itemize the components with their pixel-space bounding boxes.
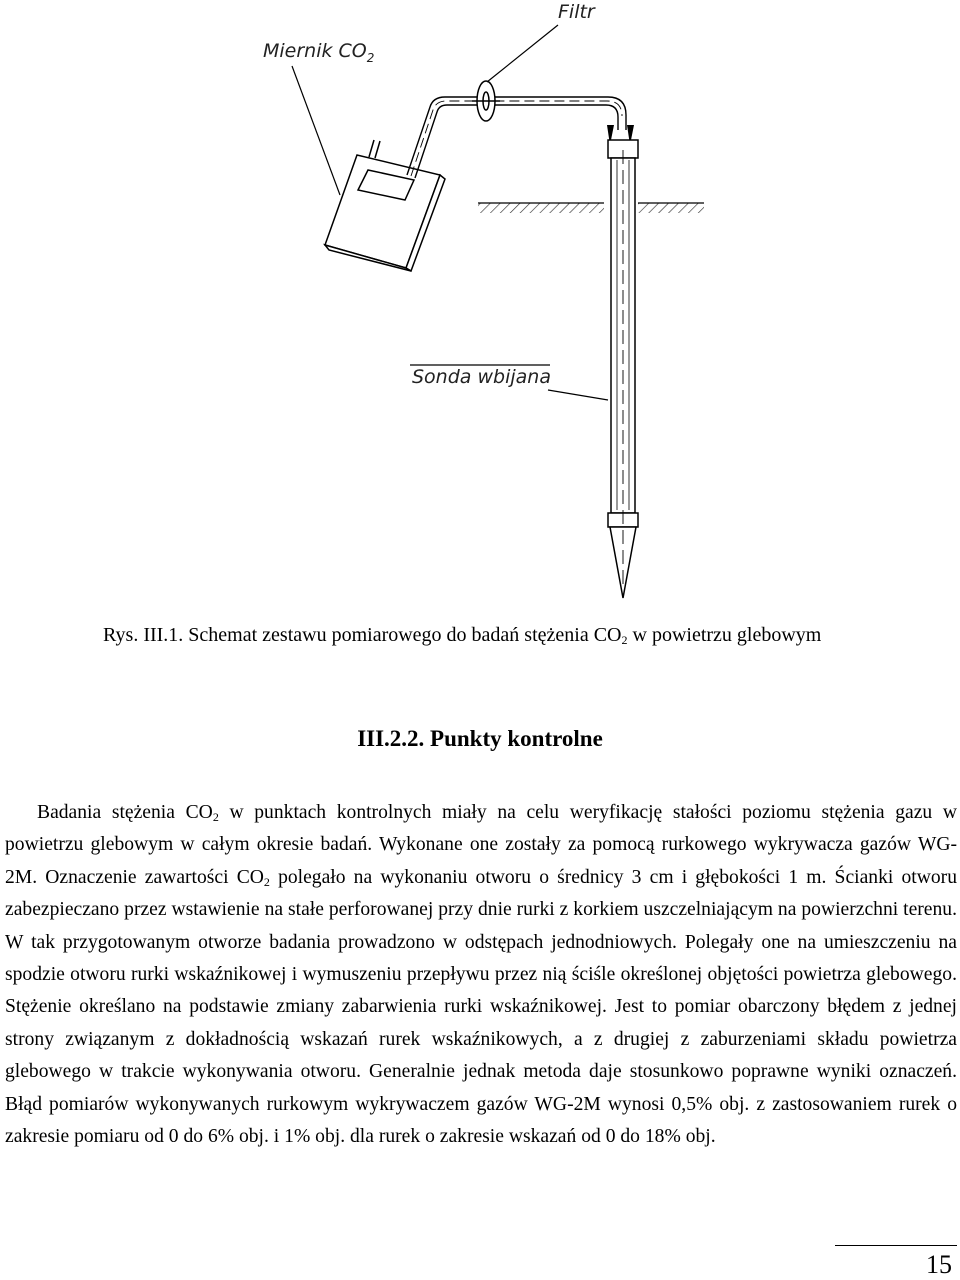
meter-label: Miernik $CO_2$ — [263, 40, 375, 65]
ground-surface — [478, 203, 704, 213]
body-paragraph: Badania stężenia $CO_2$ w punktach kontrolnych miały na celu weryfikację stałości poziomu stężenia gazu w powietrzu glebowym w całym okresie badań. Wykonane one zostały za pomocą rurkowego wykrywacza gazów WG-2M. Oznaczenie zawartości $CO_2$ polegało na wykonaniu otworu o średnicy 3 cm i głębokości 1 m. Ścianki otworu zabezpieczano przez wstawienie na stałe perforowanej przy dnie rurki z korkiem uszczelniającym na powierzchni terenu. W tak przygotowanym otworze badania prowadzono w odstępach jednodniowych. Polegały one na umieszczeniu na spodzie otworu rurki wskaźnikowej i wymuszeniu przepływu przez nią ściśle określonej objętości powietrza glebowego. Stężenie określano na podstawie zmiany zabarwienia rurki wskaźnikowej. Jest to pomiar obarczony błędem z jednej strony związanym z dokładnością wskazań rurek wskaźnikowych, a z drugiej z zaburzeniami składu powietrza glebowego w trakcie wykonywania otworu. Generalnie jednak metoda daje stosunkowo poprawne wyniki oznaczeń. Błąd pomiarów wykonywanych rurkowym wykrywaczem gazów WG-2M wynosi 0,5% obj. z zastosowaniem rurek o zakresie pomiaru od 0 do 6% obj. i 1% obj. dla rurek o zakresie wskazań od 0 do 18% obj. — [5, 802, 958, 1148]
co2-meter-device — [325, 140, 445, 271]
driven-probe — [608, 140, 638, 598]
hose — [407, 97, 626, 178]
probe-label: Sonda wbijana — [412, 366, 551, 388]
measurement-set-diagram — [0, 0, 960, 610]
filter — [472, 81, 500, 121]
figure-caption: Rys. III.1. Schemat zestawu pomiarowego do badań stężenia $CO_2$ w powietrzu glebowym — [103, 624, 822, 647]
footer-rule — [835, 1245, 957, 1246]
page-number: 15 — [926, 1250, 952, 1279]
section-heading: III.2.2. Punkty kontrolne — [357, 726, 603, 751]
filter-label: Filtr — [558, 1, 595, 23]
